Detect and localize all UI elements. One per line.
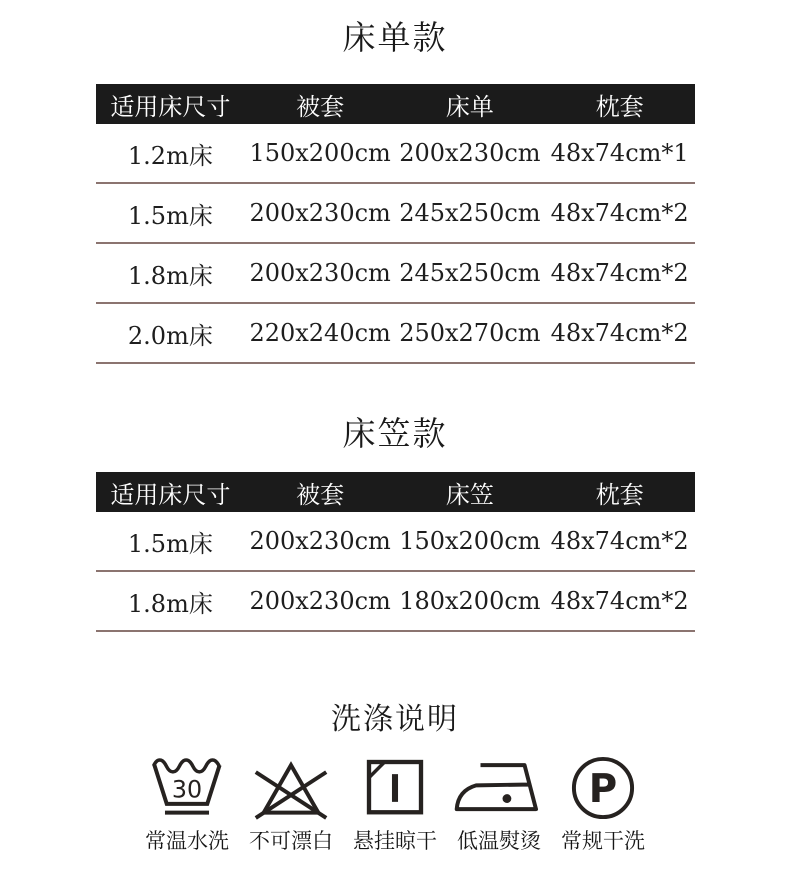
cell-sheet: 245x250cm bbox=[399, 259, 541, 287]
cell-duvet: 200x230cm bbox=[249, 199, 391, 227]
cell-duvet: 200x230cm bbox=[249, 587, 391, 615]
hang-dry-icon bbox=[356, 752, 434, 824]
dry-clean-letter: P bbox=[588, 767, 618, 813]
sheet-section-title: 床单款 bbox=[342, 18, 448, 57]
header-cell-pillowcase: 枕套 bbox=[595, 92, 644, 121]
cell-pillowcase: 48x74cm*2 bbox=[550, 587, 689, 615]
sheet-table-header-row bbox=[96, 84, 695, 124]
cell-bed-size: 2.0m床 bbox=[127, 321, 213, 350]
cell-bed-size: 1.5m床 bbox=[127, 529, 213, 558]
header-cell-duvet: 被套 bbox=[296, 92, 345, 121]
header-cell-pillowcase: 枕套 bbox=[595, 480, 644, 509]
table-row bbox=[96, 512, 695, 572]
care-icons-row bbox=[0, 752, 790, 854]
table-row bbox=[96, 184, 695, 244]
sheet-size-table bbox=[96, 84, 695, 364]
cell-sheet: 250x270cm bbox=[399, 319, 541, 347]
dry-clean-icon bbox=[563, 752, 643, 824]
care-label: 常温水洗 bbox=[145, 829, 229, 853]
cell-fitted: 180x200cm bbox=[399, 587, 541, 615]
care-item-wash bbox=[138, 752, 236, 854]
header-cell-sheet: 床单 bbox=[445, 92, 494, 121]
care-item-no-bleach bbox=[242, 752, 340, 854]
header-cell-bed-size: 适用床尺寸 bbox=[110, 92, 231, 121]
header-cell-bed-size: 适用床尺寸 bbox=[110, 480, 231, 509]
wash-temp-value: 30 bbox=[171, 775, 203, 804]
cell-duvet: 150x200cm bbox=[249, 139, 391, 167]
care-label: 低温熨烫 bbox=[457, 829, 541, 853]
wash-30-icon bbox=[141, 752, 233, 824]
cell-fitted: 150x200cm bbox=[399, 527, 541, 555]
care-label: 不可漂白 bbox=[249, 829, 333, 853]
care-item-hang-dry bbox=[346, 752, 444, 854]
table-row bbox=[96, 124, 695, 184]
header-cell-duvet: 被套 bbox=[296, 480, 345, 509]
cell-pillowcase: 48x74cm*2 bbox=[550, 319, 689, 347]
no-bleach-icon bbox=[245, 752, 337, 824]
cell-sheet: 245x250cm bbox=[399, 199, 541, 227]
header-cell-fitted: 床笠 bbox=[445, 480, 494, 509]
cell-bed-size: 1.2m床 bbox=[127, 141, 213, 170]
table-row bbox=[96, 572, 695, 632]
care-label: 常规干洗 bbox=[561, 829, 645, 853]
cell-pillowcase: 48x74cm*1 bbox=[550, 139, 689, 167]
fitted-size-table bbox=[96, 472, 695, 632]
care-section-title: 洗涤说明 bbox=[331, 702, 459, 737]
cell-bed-size: 1.8m床 bbox=[127, 261, 213, 290]
cell-pillowcase: 48x74cm*2 bbox=[550, 199, 689, 227]
table-row bbox=[96, 304, 695, 364]
cell-duvet: 200x230cm bbox=[249, 527, 391, 555]
iron-low-icon bbox=[449, 752, 549, 824]
fitted-section-title: 床笠款 bbox=[342, 414, 448, 453]
cell-bed-size: 1.8m床 bbox=[127, 589, 213, 618]
care-item-dry-clean bbox=[554, 752, 652, 854]
cell-pillowcase: 48x74cm*2 bbox=[550, 527, 689, 555]
care-label: 悬挂晾干 bbox=[353, 829, 437, 853]
cell-duvet: 220x240cm bbox=[249, 319, 391, 347]
cell-pillowcase: 48x74cm*2 bbox=[550, 259, 689, 287]
table-row bbox=[96, 244, 695, 304]
care-item-iron bbox=[450, 752, 548, 854]
fitted-table-header-row bbox=[96, 472, 695, 512]
cell-bed-size: 1.5m床 bbox=[127, 201, 213, 230]
cell-sheet: 200x230cm bbox=[399, 139, 541, 167]
cell-duvet: 200x230cm bbox=[249, 259, 391, 287]
